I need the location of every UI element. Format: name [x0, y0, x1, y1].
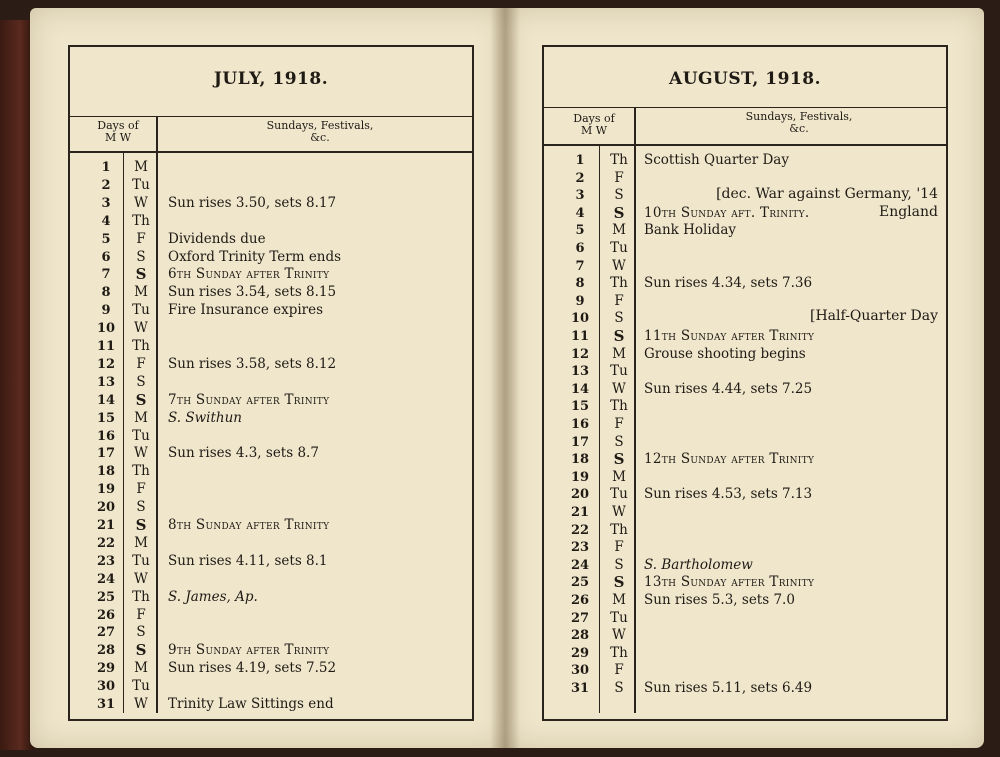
event-text: Sun rises 5.3, sets 7.0 — [644, 592, 795, 608]
weekday: F — [614, 539, 624, 556]
calendar-row — [544, 574, 946, 592]
weekday: F — [614, 169, 624, 186]
day-number: 30 — [570, 663, 590, 679]
day-number: 5 — [101, 231, 111, 247]
event-text: Scottish Quarter Day — [644, 152, 789, 168]
event-text: Fire Insurance expires — [168, 302, 324, 319]
weekday: F — [136, 481, 146, 498]
events-header — [669, 111, 929, 135]
calendar-row — [70, 428, 472, 446]
weekday: W — [134, 570, 148, 587]
calendar-row — [70, 249, 472, 267]
event-text: Trinity Law Sittings end — [168, 696, 334, 712]
day-number: 28 — [570, 628, 590, 644]
weekday: W — [134, 320, 148, 337]
day-number: 3 — [575, 188, 585, 204]
event-text: 12th Sunday after Trinity — [644, 451, 815, 468]
weekday: F — [614, 292, 624, 309]
weekday: S — [614, 433, 624, 450]
calendar-row — [544, 486, 946, 504]
days-header — [90, 120, 146, 144]
weekday: W — [134, 194, 148, 211]
event-text: S. Swithun — [168, 409, 242, 426]
day-number: 23 — [570, 540, 590, 556]
weekday: S — [136, 248, 146, 265]
day-number: 6 — [575, 241, 585, 256]
weekday: Tu — [132, 176, 150, 193]
event-text: Oxford Trinity Term ends — [168, 248, 342, 265]
day-number: 5 — [575, 223, 585, 239]
day-number: 9 — [575, 293, 585, 309]
july-calendar — [68, 45, 474, 721]
calendar-row — [70, 374, 472, 392]
day-number: 6 — [101, 249, 111, 265]
day-number: 21 — [570, 505, 590, 520]
calendar-row — [70, 589, 472, 607]
weekday: S — [135, 516, 147, 534]
calendar-row — [70, 463, 472, 481]
calendar-row — [70, 356, 472, 374]
calendar-row — [70, 499, 472, 517]
calendar-row — [544, 416, 946, 434]
calendar-row — [544, 434, 946, 452]
day-number: 14 — [96, 392, 116, 408]
calendar-row — [544, 645, 946, 663]
day-number: 11 — [570, 329, 590, 344]
weekday: Tu — [132, 427, 150, 444]
day-number: 25 — [570, 575, 590, 591]
weekday: W — [612, 380, 626, 397]
weekday: Th — [610, 275, 628, 292]
event-text: Sun rises 4.19, sets 7.52 — [168, 660, 337, 677]
day-number: 20 — [96, 500, 116, 516]
calendar-row — [544, 363, 946, 381]
calendar-row — [70, 177, 472, 195]
half-quarter-note: [Half-Quarter Day — [810, 308, 938, 324]
day-number: 19 — [96, 482, 116, 498]
calendar-row — [70, 213, 472, 231]
calendar-row — [544, 451, 946, 469]
calendar-row — [70, 231, 472, 249]
event-text: 7th Sunday after Trinity — [168, 391, 330, 408]
month-title: AUGUST, 1918. — [669, 69, 821, 89]
calendar-row — [70, 696, 472, 714]
weekday: M — [134, 409, 148, 426]
calendar-row — [70, 284, 472, 302]
weekday: S — [614, 187, 624, 204]
day-number: 15 — [570, 399, 590, 415]
event-text: 6th Sunday after Trinity — [168, 266, 330, 283]
weekday: S — [135, 641, 147, 660]
calendar-row — [544, 504, 946, 522]
weekday: S — [614, 556, 624, 573]
calendar-row — [70, 660, 472, 678]
weekday: M — [134, 159, 148, 175]
event-text: Sun rises 3.54, sets 8.15 — [168, 284, 337, 301]
book-gutter — [490, 8, 520, 748]
day-number: 2 — [575, 170, 585, 186]
calendar-row — [544, 275, 946, 293]
day-number: 22 — [96, 535, 116, 551]
calendar-row — [544, 398, 946, 416]
days-of-label: Days of — [97, 119, 139, 132]
weekday: M — [612, 468, 626, 485]
day-number: 7 — [101, 267, 111, 283]
weekday: Tu — [132, 552, 150, 569]
day-number: 8 — [575, 276, 585, 292]
day-number: 18 — [570, 452, 590, 468]
calendar-row — [70, 553, 472, 571]
weekday: M — [612, 222, 626, 239]
day-number: 7 — [575, 258, 585, 274]
weekday: Tu — [610, 486, 628, 503]
day-number: 13 — [96, 374, 116, 390]
calendar-row — [70, 392, 472, 410]
weekday: W — [612, 257, 626, 274]
day-number: 29 — [96, 661, 116, 677]
header-rule — [544, 107, 946, 108]
weekday: W — [134, 445, 148, 462]
weekday: S — [135, 265, 147, 284]
event-text: Sun rises 3.50, sets 8.17 — [168, 194, 337, 211]
day-number: 18 — [96, 464, 116, 480]
weekday: Th — [610, 521, 628, 538]
weekday: F — [614, 416, 624, 432]
day-number: 17 — [570, 434, 590, 450]
weekday: S — [613, 327, 625, 345]
calendar-row — [544, 258, 946, 276]
weekday: S — [136, 624, 146, 641]
event-text: Sun rises 4.53, sets 7.13 — [644, 486, 813, 503]
weekday: M — [612, 345, 626, 362]
day-number: 30 — [96, 679, 116, 695]
event-text: Bank Holiday — [644, 222, 736, 239]
day-number: 15 — [96, 410, 116, 426]
war-note: [dec. War against Germany, '14 — [716, 186, 938, 202]
calendar-row — [70, 302, 472, 320]
day-number: 11 — [96, 339, 116, 354]
events-label: Sundays, Festivals, — [266, 119, 374, 132]
day-number: 12 — [96, 356, 116, 372]
calendar-row — [544, 522, 946, 540]
day-number: 14 — [570, 381, 590, 397]
calendar-row — [70, 535, 472, 553]
calendar-row — [544, 170, 946, 188]
day-number: 24 — [570, 557, 590, 573]
weekday: Th — [610, 398, 628, 415]
weekday: M — [134, 284, 148, 301]
calendar-row — [544, 381, 946, 399]
day-number: 1 — [575, 153, 585, 168]
event-text: S. Bartholomew — [644, 556, 753, 573]
calendar-row — [544, 662, 946, 680]
weekday: Tu — [132, 678, 150, 695]
event-text: Sun rises 3.58, sets 8.12 — [168, 355, 337, 372]
august-calendar — [542, 45, 948, 721]
event-text: 10th Sunday aft. Trinity. — [644, 204, 810, 221]
events-label: Sundays, Festivals, — [745, 110, 853, 123]
calendar-row — [544, 680, 946, 698]
calendar-row — [70, 642, 472, 660]
calendar-row — [70, 624, 472, 642]
day-number: 26 — [96, 607, 116, 623]
weekday: Th — [132, 463, 150, 480]
calendar-row — [70, 678, 472, 696]
day-number: 27 — [570, 610, 590, 626]
etc-label: &c. — [789, 122, 809, 135]
day-number: 31 — [570, 681, 590, 696]
calendar-row — [70, 607, 472, 625]
day-number: 27 — [96, 625, 116, 641]
event-text: Sun rises 4.34, sets 7.36 — [644, 275, 813, 292]
calendar-row — [70, 320, 472, 338]
day-number: 17 — [96, 446, 116, 462]
book-cover-edge — [0, 20, 34, 750]
month-title: JULY, 1918. — [213, 69, 329, 89]
day-number: 23 — [96, 553, 116, 569]
weekday: Th — [132, 212, 150, 229]
day-number: 16 — [96, 428, 116, 444]
event-text: Grouse shooting begins — [644, 345, 806, 362]
calendar-row — [70, 410, 472, 428]
weekday: M — [134, 534, 148, 551]
calendar-row — [70, 481, 472, 499]
weekday: S — [135, 390, 147, 409]
day-number: 26 — [570, 593, 590, 608]
day-number: 31 — [96, 697, 116, 712]
weekday: Th — [610, 152, 628, 168]
event-text: Dividends due — [168, 230, 266, 247]
weekday: S — [613, 450, 625, 469]
day-number: 1 — [101, 160, 111, 175]
weekday: F — [136, 355, 146, 372]
mw-label: M W — [104, 131, 132, 144]
day-number: 4 — [101, 213, 111, 229]
days-header — [566, 113, 622, 137]
weekday: Tu — [610, 240, 628, 256]
day-number: 20 — [570, 487, 590, 503]
weekday: S — [614, 310, 624, 327]
calendar-row — [544, 557, 946, 575]
event-text: Sun rises 4.3, sets 8.7 — [168, 445, 319, 462]
event-text: S. James, Ap. — [168, 588, 258, 605]
day-number: 3 — [101, 195, 111, 211]
day-number: 2 — [101, 177, 111, 193]
weekday: S — [136, 373, 146, 390]
weekday: W — [612, 504, 626, 520]
weekday: Th — [132, 338, 150, 354]
etc-label: &c. — [310, 131, 330, 144]
calendar-row — [544, 222, 946, 240]
calendar-row — [70, 266, 472, 284]
weekday: Th — [610, 644, 628, 661]
weekday: M — [612, 592, 626, 608]
event-text: Sun rises 4.11, sets 8.1 — [168, 552, 328, 569]
weekday: W — [134, 696, 148, 712]
calendar-row — [70, 571, 472, 589]
day-number: 10 — [570, 311, 590, 327]
day-number: 8 — [101, 285, 111, 301]
event-text: 13th Sunday after Trinity — [644, 574, 815, 591]
day-number: 9 — [101, 303, 111, 319]
day-number: 13 — [570, 364, 590, 380]
header-rule — [70, 116, 472, 117]
calendar-row — [70, 338, 472, 356]
calendar-row — [544, 328, 946, 346]
calendar-row — [544, 152, 946, 170]
days-of-label: Days of — [573, 112, 615, 125]
weekday: Tu — [132, 302, 150, 319]
weekday: S — [613, 573, 625, 592]
day-number: 22 — [570, 522, 590, 538]
day-number: 12 — [570, 346, 590, 362]
day-number: 28 — [96, 643, 116, 659]
calendar-row — [70, 195, 472, 213]
event-text: Sun rises 4.44, sets 7.25 — [644, 380, 813, 397]
weekday: F — [136, 606, 146, 623]
header-rule-bottom — [70, 151, 472, 153]
calendar-row — [544, 592, 946, 610]
event-text: Sun rises 5.11, sets 6.49 — [644, 680, 813, 696]
event-text: 11th Sunday after Trinity — [644, 328, 815, 344]
weekday: M — [134, 660, 148, 677]
weekday: Th — [132, 588, 150, 605]
calendar-row — [544, 539, 946, 557]
weekday: S — [136, 499, 146, 516]
day-number: 4 — [575, 205, 585, 221]
header-rule-bottom — [544, 144, 946, 146]
events-header — [190, 120, 450, 144]
day-number: 29 — [570, 645, 590, 661]
mw-label: M W — [580, 124, 608, 137]
event-text: 8th Sunday after Trinity — [168, 517, 330, 533]
calendar-row — [544, 610, 946, 628]
day-number: 19 — [570, 469, 590, 485]
day-number: 24 — [96, 571, 116, 587]
day-number: 25 — [96, 589, 116, 605]
england-note: England — [878, 204, 938, 220]
calendar-row — [544, 627, 946, 645]
event-text: 9th Sunday after Trinity — [168, 642, 330, 659]
calendar-row — [70, 517, 472, 535]
calendar-row — [544, 469, 946, 487]
weekday: F — [614, 662, 624, 679]
day-number: 21 — [96, 518, 116, 533]
calendar-row — [544, 346, 946, 364]
weekday: Tu — [610, 609, 628, 626]
weekday: F — [136, 230, 146, 247]
calendar-row — [70, 445, 472, 463]
weekday: Tu — [610, 363, 628, 380]
day-number: 16 — [570, 417, 590, 432]
weekday: S — [614, 680, 624, 696]
calendar-row — [70, 159, 472, 177]
weekday: S — [613, 203, 625, 222]
calendar-row — [544, 240, 946, 258]
weekday: W — [612, 627, 626, 644]
day-number: 10 — [96, 321, 116, 337]
